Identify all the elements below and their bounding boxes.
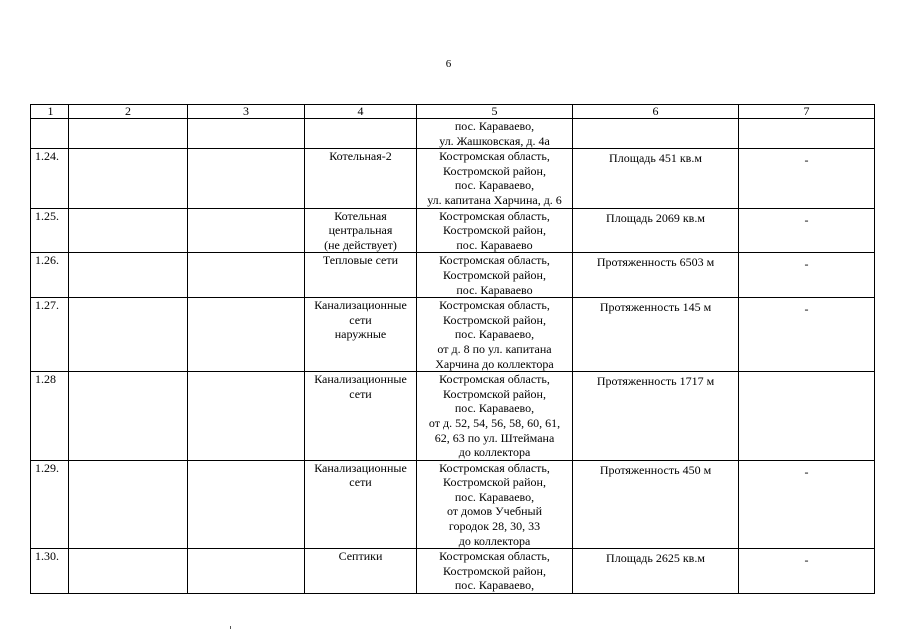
table-row (31, 372, 875, 461)
row-number-cell: 1.26. (31, 253, 69, 298)
table-cell (188, 549, 305, 594)
table-cell (188, 372, 305, 461)
object-name-cell (305, 119, 417, 149)
characteristic-cell: Протяженность 450 м (573, 460, 739, 549)
table-cell (69, 119, 188, 149)
table-cell (69, 460, 188, 549)
note-cell: - (739, 253, 875, 298)
table-row (31, 119, 875, 149)
address-cell: Костромская область, Костромской район, пос. Караваево, от д. 52, 54, 56, 58, 60, 61, 62, 63 по ул. Штеймана до коллектора (417, 372, 573, 461)
row-number-cell: 1.30. (31, 549, 69, 594)
column-header: 3 (188, 105, 305, 119)
table-cell (69, 372, 188, 461)
object-name-cell: Котельная центральная (не действует) (305, 208, 417, 253)
column-header: 6 (573, 105, 739, 119)
note-cell (739, 372, 875, 461)
note-cell: - (739, 298, 875, 372)
note-cell: - (739, 208, 875, 253)
row-number-cell: 1.27. (31, 298, 69, 372)
table-cell (69, 298, 188, 372)
table-cell (188, 119, 305, 149)
page-number: 6 (445, 58, 452, 70)
table-cell (188, 208, 305, 253)
table-cell (69, 253, 188, 298)
row-number-cell (31, 119, 69, 149)
table-row (31, 549, 875, 594)
table-cell (188, 460, 305, 549)
table-row (31, 298, 875, 372)
note-cell (739, 119, 875, 149)
note-cell: - (739, 149, 875, 208)
table-row (31, 208, 875, 253)
column-header: 7 (739, 105, 875, 119)
table-cell (188, 253, 305, 298)
characteristic-cell: Протяженность 145 м (573, 298, 739, 372)
table-cell (69, 208, 188, 253)
address-cell: Костромская область, Костромской район, пос. Караваево, от домов Учебный городок 28, 30, 33 до коллектора (417, 460, 573, 549)
address-cell: пос. Караваево, ул. Жашковская, д. 4а (417, 119, 573, 149)
characteristic-cell: Площадь 2069 кв.м (573, 208, 739, 253)
characteristic-cell: Протяженность 1717 м (573, 372, 739, 461)
address-cell: Костромская область, Костромской район, пос. Караваево, от д. 8 по ул. капитана Харчина до коллектора (417, 298, 573, 372)
scan-artifact-mark (230, 626, 231, 629)
column-header: 5 (417, 105, 573, 119)
table-header-row (31, 105, 875, 119)
address-cell: Костромская область, Костромской район, пос. Караваево (417, 253, 573, 298)
row-number-cell: 1.28 (31, 372, 69, 461)
table-row (31, 253, 875, 298)
object-name-cell: Канализационные сети (305, 372, 417, 461)
table-row (31, 149, 875, 208)
characteristic-cell: Площадь 2625 кв.м (573, 549, 739, 594)
registry-table (30, 104, 875, 594)
table-cell (69, 149, 188, 208)
note-cell: - (739, 549, 875, 594)
row-number-cell: 1.25. (31, 208, 69, 253)
column-header: 2 (69, 105, 188, 119)
row-number-cell: 1.24. (31, 149, 69, 208)
object-name-cell: Тепловые сети (305, 253, 417, 298)
column-header: 4 (305, 105, 417, 119)
object-name-cell: Канализационные сети (305, 460, 417, 549)
address-cell: Костромская область, Костромской район, пос. Караваево (417, 208, 573, 253)
row-number-cell: 1.29. (31, 460, 69, 549)
object-name-cell: Канализационные сети наружные (305, 298, 417, 372)
address-cell: Костромская область, Костромской район, пос. Караваево, (417, 549, 573, 594)
table-cell (188, 149, 305, 208)
note-cell: - (739, 460, 875, 549)
characteristic-cell: Площадь 451 кв.м (573, 149, 739, 208)
characteristic-cell: Протяженность 6503 м (573, 253, 739, 298)
table-row (31, 460, 875, 549)
column-header: 1 (31, 105, 69, 119)
object-name-cell: Септики (305, 549, 417, 594)
table-cell (69, 549, 188, 594)
characteristic-cell (573, 119, 739, 149)
object-name-cell: Котельная-2 (305, 149, 417, 208)
address-cell: Костромская область, Костромской район, пос. Караваево, ул. капитана Харчина, д. 6 (417, 149, 573, 208)
table-cell (188, 298, 305, 372)
